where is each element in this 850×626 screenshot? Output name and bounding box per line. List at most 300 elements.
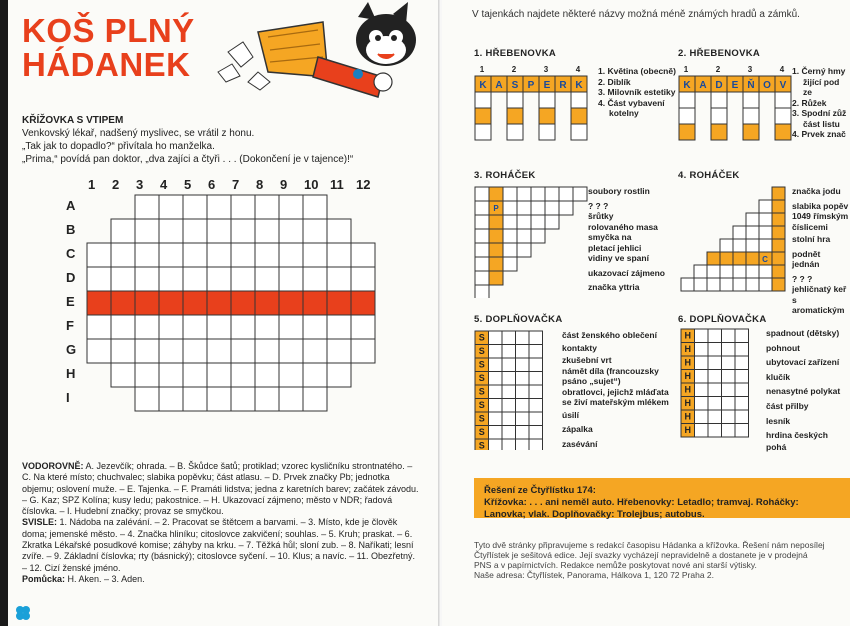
doplnovacka-cell [708,397,722,411]
rohacek-cell [545,215,559,229]
hreben-stem-cell [743,108,759,124]
rohacek-cell [475,215,489,229]
grid-cell [231,195,255,219]
hreben-stem-cell [711,108,727,124]
rohacek-cell [517,243,531,257]
grid-cell [159,195,183,219]
rohacek-cell [759,200,772,213]
solution-box: Řešení ze Čtyřlístku 174: Křížovka: . . . ani neměl auto. Hřebenovky: Letadlo; tramvaj. Roháčky: Lanovka; vlak. Doplňovačky: Trolejbus; autobus. [474,478,850,518]
hreben-stem-cell [711,124,727,140]
rohacek-cell [720,252,733,265]
doplnovacka-cell [516,345,530,359]
grid-cell [303,363,327,387]
cell-letter: R [559,80,567,91]
doplnovacka-cell [735,397,749,411]
hreben-stem-cell [775,108,791,124]
doplnovacka-cell [708,343,722,357]
grid-cell [159,219,183,243]
grid-cell [135,387,159,411]
grid-cell [255,315,279,339]
hint: Pomůcka: H. Aken. – 3. Aden. [22,573,145,584]
grid-cell [303,267,327,291]
rohacek-cell [707,278,720,291]
puzzle3-clues: soubory rostlin ? ? ? šrůtky rolovaného masa smyčka na pletací jehlici vidiny ve spaní ukazovací zájmeno značka yttria [588,186,666,292]
grid-cell [207,315,231,339]
column-number: 4 [779,65,785,74]
puzzle5-title: 5. DOPLŇOVAČKA [474,314,563,325]
rohacek-cell [503,257,517,271]
grid-cell [183,387,207,411]
hreben-stem-cell [775,92,791,108]
doplnovacka-cell [516,372,530,386]
rohacek-cell [503,201,517,215]
rohacek-cell [694,265,707,278]
grid-cell [231,387,255,411]
column-number: 2 [715,65,721,74]
grid-cell [303,195,327,219]
clover-page-icon [14,604,32,622]
hreben-stem-cell [679,124,695,140]
grid-cell [279,243,303,267]
cell-letter: S [478,440,485,450]
doplnovacka-cell [695,383,709,397]
doplnovacka-cell [529,385,543,399]
hreben-stem-cell [571,108,587,124]
grid-cell [135,243,159,267]
grid-cell [279,315,303,339]
rohacek-cell [746,239,759,252]
hreben-stem-cell [571,124,587,140]
hreben-stem-cell [679,108,695,124]
rohacek-cell [733,252,746,265]
rohacek-cell [707,252,720,265]
tajenka-cell [279,291,303,315]
grid-cell [207,243,231,267]
doplnovacka-cell [489,439,503,450]
rohacek-cell [772,187,785,200]
doplnovacka-cell [489,372,503,386]
cell-letter: S [478,427,485,437]
doplnovacka-cell [489,399,503,413]
doplnovacka-cell [502,372,516,386]
doplnovacka-cell [529,439,543,450]
grid-cell [303,243,327,267]
cell-letter: P [527,80,535,91]
grid-cell [303,315,327,339]
tajenka-cell [207,291,231,315]
rohacek-cell [694,278,707,291]
rohacek-cell [746,252,759,265]
cell-letter: S [511,80,519,91]
cell-letter: S [478,359,485,370]
rohacek-cell [681,278,694,291]
doplnovacka-cell [722,397,736,411]
grid-cell [183,267,207,291]
doplnovacka-cell [529,345,543,359]
doplnovacka-cell [735,370,749,384]
hreben-stem-cell [507,124,523,140]
grid-cell [279,339,303,363]
grid-cell [279,363,303,387]
rohacek-cell [759,265,772,278]
rohacek-cell [531,215,545,229]
rohacek-cell [531,187,545,201]
grid-cell [159,339,183,363]
grid-cell [159,267,183,291]
doplnovacka-cell [695,370,709,384]
rohacek-cell [489,215,503,229]
column-number: 1 [479,65,485,74]
grid-cell [327,243,351,267]
doplnovacka-cell [516,358,530,372]
rohacek-cell [772,200,785,213]
tajenka-cell [303,291,327,315]
rohacek-cell [759,213,772,226]
doplnovacka-cell [529,331,543,345]
doplnovacka-cell [489,331,503,345]
doplnovacka-cell [708,329,722,343]
puzzle6-grid [680,328,764,446]
doplnovacka-cell [516,385,530,399]
rohacek-cell [772,239,785,252]
cell-letter: H [684,371,691,381]
grid-cell [135,219,159,243]
doplnovacka-cell [708,370,722,384]
column-number: 2 [511,65,517,74]
rohacek-cell [545,201,559,215]
doplnovacka-cell [695,329,709,343]
puzzle4-title: 4. ROHÁČEK [678,170,740,181]
cell-letter: C [762,255,768,264]
doplnovacka-cell [529,412,543,426]
puzzle6-title: 6. DOPLŇOVAČKA [678,314,767,325]
rohacek-cell [531,229,545,243]
grid-cell [255,363,279,387]
grid-cell [231,267,255,291]
doplnovacka-cell [722,370,736,384]
doplnovacka-cell [735,383,749,397]
grid-cell [159,387,183,411]
doplnovacka-cell [489,412,503,426]
rohacek-cell [503,215,517,229]
grid-cell [303,387,327,411]
hreben-stem-cell [475,108,491,124]
grid-cell [255,219,279,243]
rohacek-cell [475,201,489,215]
grid-cell [255,195,279,219]
rohacek-cell [531,201,545,215]
doplnovacka-cell [722,343,736,357]
grid-cell [135,195,159,219]
grid-cell [87,267,111,291]
doplnovacka-cell [502,399,516,413]
clues-across: VODOROVNĚ: A. Jezevčík; ohrada. – B. Škůdce šatů; protiklad; vzorec kysličníku strontnatého. – C. Na které místo; chuchvalec; slabika popěvku; část atlasu. – D. Prvek značky Pb; jednotka objemu; oslovení muže. – E. Tajenka. – F. Pramáti lidstva; jedna z karetních barev; začátek závodu. – G. Kaz; SPZ Kolína; kusy ledu; pakostnice. – H. Ukazovací zájmeno; město v NDR; řadová číslovka. – I. Hudební značky; provaz se smyčkou. [22,461,419,517]
rohacek-cell [720,239,733,252]
grid-cell [159,315,183,339]
grid-cell [279,387,303,411]
grid-cell [207,387,231,411]
rohacek-cell [559,201,573,215]
doplnovacka-cell [708,356,722,370]
doplnovacka-cell [695,356,709,370]
rohacek-cell [475,243,489,257]
rohacek-cell [489,257,503,271]
cell-letter: H [684,384,691,395]
rohacek-cell [707,265,720,278]
grid-cell [351,315,375,339]
grid-cell [159,243,183,267]
intro-text: Venkovský lékař, nadšený myslivec, se vrátil z honu. „Tak jak to dopadlo?“ přivítala ho manželka. „Prima,“ povídá pan doktor, „dva zajíci a čtyři . . . (Dokončení je v tajence)!“ [22,128,354,165]
doplnovacka-cell [708,424,722,438]
column-number: 3 [543,65,549,74]
grid-cell [159,363,183,387]
grid-cell [183,339,207,363]
rohacek-cell [475,285,489,298]
hreben-stem-cell [539,92,555,108]
rohacek-cell [517,215,531,229]
puzzle6-clues: spadnout (dětsky) pohnout ubytovací zařízení klučík nenasytné polykat část přilby lesník hrdina českých pohá [766,328,841,452]
cell-letter: H [684,425,691,435]
puzzle5-clues: část ženského oblečení kontakty zkušební vrt námět díla (francouzsky psáno „sujet“) obratlovci, jejichž mláďata se živí mateřským mlékem úsilí zápalka zasévání [562,330,669,449]
doplnovacka-cell [722,410,736,424]
doplnovacka-cell [735,424,749,438]
doplnovacka-cell [489,426,503,440]
hreben-stem-cell [775,124,791,140]
cell-letter: D [715,80,723,91]
grid-cell [207,219,231,243]
doplnovacka-cell [502,412,516,426]
grid-cell [231,315,255,339]
grid-cell [327,219,351,243]
grid-cell [327,315,351,339]
right-page [442,0,850,626]
puzzle2-clues: 1. Černý hmy žijící pod ze 2. Růžek 3. Spodní zůž část listu 4. Prvek znač [792,66,847,139]
rohacek-cell [733,265,746,278]
grid-cell [279,267,303,291]
cell-letter: S [478,332,485,343]
doplnovacka-cell [722,356,736,370]
cell-letter: K [683,80,691,91]
doplnovacka-cell [529,358,543,372]
cell-letter: H [684,411,691,422]
tajenka-cell [183,291,207,315]
rohacek-cell [475,257,489,271]
doplnovacka-cell [489,345,503,359]
rohacek-cell [517,187,531,201]
cell-letter: K [575,80,583,91]
tajenka-cell [231,291,255,315]
puzzle1-title: 1. HŘEBENOVKA [474,48,557,59]
doplnovacka-cell [695,424,709,438]
rohacek-cell [573,187,587,201]
hreben-stem-cell [507,108,523,124]
grid-cell [231,219,255,243]
rohacek-cell [746,226,759,239]
cell-letter: P [493,204,499,213]
cell-letter: K [479,80,487,91]
puzzle3-title: 3. ROHÁČEK [474,170,536,181]
doplnovacka-cell [502,331,516,345]
doplnovacka-cell [708,410,722,424]
rohacek-cell [746,278,759,291]
rohacek-cell [772,252,785,265]
grid-cell [135,363,159,387]
rohacek-cell [759,239,772,252]
cell-letter: E [731,80,739,91]
rohacek-cell [759,226,772,239]
doplnovacka-cell [529,372,543,386]
grid-cell [183,243,207,267]
rohacek-cell [772,226,785,239]
doplnovacka-cell [516,399,530,413]
doplnovacka-cell [516,439,530,450]
cell-letter: S [478,386,485,397]
tajenka-cell [255,291,279,315]
puzzle2-grid [678,62,798,150]
cell-letter: H [684,357,691,368]
doplnovacka-cell [722,329,736,343]
rohacek-cell [772,213,785,226]
grid-cell [183,315,207,339]
grid-cell [303,339,327,363]
hreben-stem-cell [475,124,491,140]
left-page: KOŠ PLNÝ HÁDANEK KŘÍŽOVKA S VTIPEM Venkovský lékař, nadšený myslivec, se vrátil z honu. „Tak jak to dopadlo?“ přivítala ho manželka. „Prima,“ povídá pan doktor, „dva zajíci a čtyři . . . (Dokončení je v tajence)!“ 1 2 3 4 5 6 7 8 9 10 11 12 A B C D E F G H I VODOROVNĚ: A. Jezevčík; ohrada. – B. Škůdce šatů; protiklad; vzorec kysličníku strontnatého. – C. Na které místo; chuchvalec; slabika popěvku; část atlasu. – D. Prvek značky Pb; jednotka objemu; oslovení muže. – E. Tajenka. – F. Pramáti lidstva; jedna z karetních barev; začátek závodu. – G. Kaz; SPZ Kolína; kusy ledu; pakostnice. – H. Ukazovací zájmeno; město v NDR; řadová číslovka. – I. Hudební značky; provaz se smyčkou. SVISLE: 1. Nádoba na zalévání. – 2. Pracovat se štětcem a barvami. – 3. Místo, kde je člověk doma; jemenské město. – 4. Značka hliníku; citoslovce zakvičení; souhlas. – 5. Kruh; praskat. – 6. Zkratka Lékařské posudkové komise; záhyby na krku. – 7. Těžká hůl; sloní zub. – 8. Naříkati; lesní zvíře. – 9. Základní číslovka; rty (básnický); citoslovce syčení. – 10. Klus; a navíc. – 11. Obezřetný. – 12. Cizí ženské jméno. Pomůcka: H. Aken. – 3. Aden. [8,0,440,626]
puzzle1-grid [474,62,594,150]
grid-cell [111,315,135,339]
hreben-stem-cell [571,92,587,108]
grid-cell [327,267,351,291]
grid-cell [351,243,375,267]
doplnovacka-cell [529,399,543,413]
clues-block [22,461,422,585]
doplnovacka-cell [722,383,736,397]
doplnovacka-cell [735,356,749,370]
rohacek-cell [545,187,559,201]
rohacek-cell [720,278,733,291]
doplnovacka-cell [502,385,516,399]
rohacek-cell [503,229,517,243]
doplnovacka-cell [529,426,543,440]
grid-cell [255,339,279,363]
rohacek-cell [733,278,746,291]
cell-letter: V [779,80,787,91]
grid-cell [231,243,255,267]
grid-cell [255,267,279,291]
rohacek-cell [772,265,785,278]
doplnovacka-cell [489,385,503,399]
hreben-stem-cell [711,92,727,108]
rohacek-cell [475,229,489,243]
rohacek-cell [489,271,503,285]
rohacek-cell [759,278,772,291]
doplnovacka-cell [708,383,722,397]
grid-cell [111,267,135,291]
rohacek-cell [503,243,517,257]
cell-letter: S [478,413,485,424]
grid-cell [183,195,207,219]
doplnovacka-cell [502,426,516,440]
hreben-stem-cell [475,92,491,108]
cartoon-cat-illustration [208,2,438,107]
grid-cell [111,219,135,243]
grid-cell [327,339,351,363]
cell-letter: H [684,344,691,354]
rohacek-cell [475,187,489,201]
grid-cell [135,315,159,339]
column-number: 4 [575,65,581,74]
grid-cell [279,195,303,219]
cell-letter: S [478,346,485,356]
column-number: 3 [747,65,753,74]
hreben-stem-cell [507,92,523,108]
hreben-stem-cell [743,92,759,108]
doplnovacka-cell [735,410,749,424]
cell-letter: O [763,80,771,91]
clues-down: SVISLE: 1. Nádoba na zalévání. – 2. Pracovat se štětcem a barvami. – 3. Místo, kde je člověk doma; jemenské město. – 4. Značka hliníku; citoslovce zakvičení; souhlas. – 5. Kruh; praskat. – 6. Zkratka Lékařské posudkové komise; záhyby na krku. – 7. Těžká hůl; sloní zub. – 8. Naříkati; lesní zvíře. – 9. Základní číslovka; rty (básnický); citoslovce syčení. – 10. Klus; a navíc. – 11. Obezřetný. – 12. Cizí ženské jméno. [22,517,415,573]
tajenka-cell [135,291,159,315]
tajenka-cell [159,291,183,315]
cell-letter: S [478,373,485,383]
grid-cell [207,363,231,387]
footer-text: Tyto dvě stránky připravujeme s redakcí časopisu Hádanka a křížovka. Řešení nám neposílej Čtyřlístek je sešitová edice. Její svazky vycházejí nepravidelně a dostanete je v prodejná PNS a v papírnictvích. Redakce nemůže poskytovat nové ani starší výtisky. Naše adresa: Čtyřlístek, Panorama, Hálkova 1, 120 72 Praha 2. [474,540,825,580]
grid-cell [279,219,303,243]
doplnovacka-cell [489,358,503,372]
hreben-stem-cell [743,124,759,140]
grid-cell [183,219,207,243]
doplnovacka-cell [735,343,749,357]
cell-letter: H [684,330,691,341]
doplnovacka-cell [516,331,530,345]
cell-letter: S [478,400,485,410]
doplnovacka-cell [735,329,749,343]
rohacek-cell [489,243,503,257]
puzzle4-clues: značka jodu slabika popěv 1049 římským číslicemi stolní hra podnět jednán ? ? ? jehličnatý keř s aromatickým [792,186,849,315]
rohacek-cell [733,239,746,252]
doplnovacka-cell [502,345,516,359]
top-note: V tajenkách najdete některé názvy možná méně známých hradů a zámků. [472,9,800,20]
grid-cell [231,363,255,387]
tajenka-cell [327,291,351,315]
doplnovacka-cell [516,426,530,440]
hreben-stem-cell [679,92,695,108]
rohacek-cell [733,226,746,239]
doplnovacka-cell [695,343,709,357]
grid-cell [135,267,159,291]
doplnovacka-cell [722,424,736,438]
tajenka-cell [351,291,375,315]
rohacek-cell [489,187,503,201]
grid-cell [231,339,255,363]
grid-cell [327,363,351,387]
puzzle4-grid [680,186,790,298]
rohacek-cell [746,265,759,278]
cell-letter: E [543,80,551,91]
tajenka-cell [111,291,135,315]
doplnovacka-cell [695,410,709,424]
grid-cell [111,243,135,267]
tajenka-cell [87,291,111,315]
column-numbers: 1 2 3 4 5 6 7 8 9 10 11 12 [88,177,371,192]
column-number: 1 [683,65,689,74]
doplnovacka-cell [502,358,516,372]
rohacek-cell [720,265,733,278]
cell-letter: Ň [747,80,755,91]
grid-cell [255,243,279,267]
rohacek-cell [772,278,785,291]
cell-letter: A [699,80,707,91]
puzzle5-grid [474,330,558,450]
rohacek-cell [503,187,517,201]
